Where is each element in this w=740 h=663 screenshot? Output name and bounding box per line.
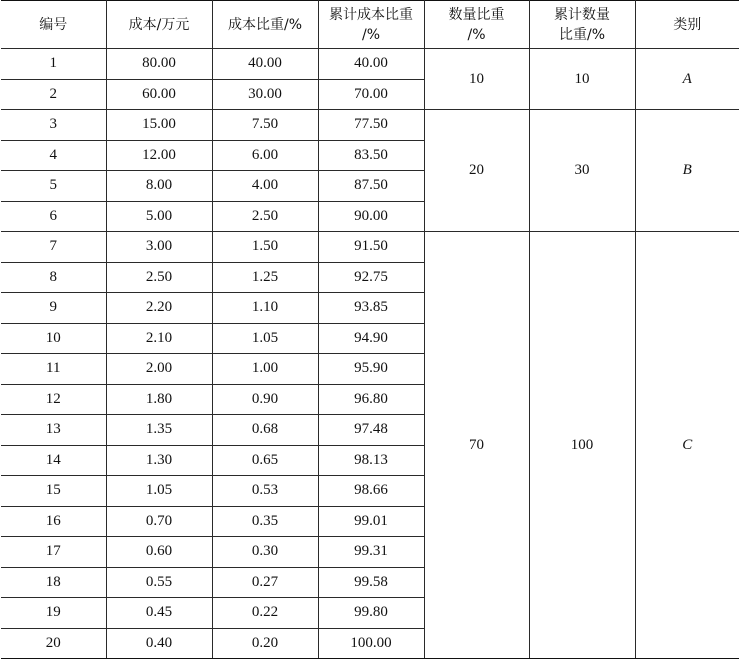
header-qty-pct <box>424 1 529 49</box>
cell-cum-cost-pct: 96.80 <box>318 384 424 415</box>
cell-id: 13 <box>1 415 106 446</box>
group-category: C <box>635 232 739 659</box>
group-qty-pct: 10 <box>424 49 529 110</box>
header-cum-cost-pct-line2: /% <box>361 26 381 43</box>
cell-cost-pct: 1.05 <box>212 323 318 354</box>
group-qty-pct: 70 <box>424 232 529 659</box>
header-row <box>1 1 739 49</box>
header-qty-pct-line2: /% <box>467 26 486 43</box>
cell-cum-cost-pct: 100.00 <box>318 628 424 659</box>
cell-cum-cost-pct: 91.50 <box>318 232 424 263</box>
cell-cost-pct: 0.68 <box>212 415 318 446</box>
cell-cum-cost-pct: 92.75 <box>318 262 424 293</box>
cell-id: 7 <box>1 232 106 263</box>
cell-cost-pct: 0.27 <box>212 567 318 598</box>
cell-cum-cost-pct: 87.50 <box>318 171 424 202</box>
cell-cost: 12.00 <box>106 140 212 171</box>
cell-id: 11 <box>1 354 106 385</box>
cell-id: 1 <box>1 49 106 80</box>
cell-cost: 1.80 <box>106 384 212 415</box>
cell-cost: 80.00 <box>106 49 212 80</box>
cell-cost-pct: 0.65 <box>212 445 318 476</box>
cell-cost: 0.55 <box>106 567 212 598</box>
cell-cost-pct: 1.25 <box>212 262 318 293</box>
header-id: 编号 <box>1 1 106 49</box>
cell-cum-cost-pct: 94.90 <box>318 323 424 354</box>
cell-cost-pct: 7.50 <box>212 110 318 141</box>
cell-cost-pct: 1.00 <box>212 354 318 385</box>
cell-id: 12 <box>1 384 106 415</box>
cell-cost-pct: 40.00 <box>212 49 318 80</box>
cell-id: 15 <box>1 476 106 507</box>
cell-cost: 3.00 <box>106 232 212 263</box>
cell-cost: 8.00 <box>106 171 212 202</box>
cell-cum-cost-pct: 77.50 <box>318 110 424 141</box>
cell-cost-pct: 0.53 <box>212 476 318 507</box>
cell-cost: 0.40 <box>106 628 212 659</box>
cell-cum-cost-pct: 95.90 <box>318 354 424 385</box>
cell-cost-pct: 0.90 <box>212 384 318 415</box>
cell-cost-pct: 0.20 <box>212 628 318 659</box>
group-cum-qty-pct: 100 <box>529 232 635 659</box>
cell-cost: 2.10 <box>106 323 212 354</box>
cell-id: 19 <box>1 598 106 629</box>
cell-id: 14 <box>1 445 106 476</box>
cell-id: 5 <box>1 171 106 202</box>
abc-classification-table <box>1 0 739 659</box>
cell-cum-cost-pct: 40.00 <box>318 49 424 80</box>
cell-cum-cost-pct: 83.50 <box>318 140 424 171</box>
cell-cost: 1.05 <box>106 476 212 507</box>
group-category: B <box>635 110 739 232</box>
cell-cum-cost-pct: 90.00 <box>318 201 424 232</box>
cell-id: 6 <box>1 201 106 232</box>
cell-cum-cost-pct: 98.13 <box>318 445 424 476</box>
cell-cost-pct: 1.50 <box>212 232 318 263</box>
cell-cost: 0.60 <box>106 537 212 568</box>
table-row <box>1 110 739 141</box>
header-qty-pct-line1: 数量比重 <box>448 6 505 23</box>
cell-cost-pct: 0.30 <box>212 537 318 568</box>
cell-cost: 2.20 <box>106 293 212 324</box>
cell-cost: 15.00 <box>106 110 212 141</box>
cell-id: 17 <box>1 537 106 568</box>
cell-id: 10 <box>1 323 106 354</box>
cell-cum-cost-pct: 99.58 <box>318 567 424 598</box>
cell-id: 20 <box>1 628 106 659</box>
cell-id: 8 <box>1 262 106 293</box>
table-row <box>1 232 739 263</box>
header-cum-cost-pct <box>318 1 424 49</box>
cell-cost: 60.00 <box>106 79 212 110</box>
group-qty-pct: 20 <box>424 110 529 232</box>
cell-cost-pct: 1.10 <box>212 293 318 324</box>
header-category: 类别 <box>635 1 739 49</box>
group-cum-qty-pct: 30 <box>529 110 635 232</box>
table-row <box>1 49 739 80</box>
cell-id: 18 <box>1 567 106 598</box>
cell-id: 16 <box>1 506 106 537</box>
header-cum-qty-pct-line1: 累计数量 <box>554 6 610 23</box>
cell-cost: 2.00 <box>106 354 212 385</box>
group-cum-qty-pct: 10 <box>529 49 635 110</box>
cell-cost-pct: 30.00 <box>212 79 318 110</box>
cell-cum-cost-pct: 99.80 <box>318 598 424 629</box>
header-cost: 成本/万元 <box>106 1 212 49</box>
cell-cost-pct: 0.35 <box>212 506 318 537</box>
cell-id: 2 <box>1 79 106 110</box>
cell-cost-pct: 6.00 <box>212 140 318 171</box>
cell-cum-cost-pct: 99.31 <box>318 537 424 568</box>
cell-cost: 5.00 <box>106 201 212 232</box>
cell-cost-pct: 2.50 <box>212 201 318 232</box>
cell-cost-pct: 0.22 <box>212 598 318 629</box>
cell-cum-cost-pct: 99.01 <box>318 506 424 537</box>
cell-cost: 1.30 <box>106 445 212 476</box>
cell-cost: 2.50 <box>106 262 212 293</box>
header-cum-qty-pct <box>529 1 635 49</box>
cell-cost: 0.70 <box>106 506 212 537</box>
cell-id: 4 <box>1 140 106 171</box>
cell-cum-cost-pct: 98.66 <box>318 476 424 507</box>
group-category: A <box>635 49 739 110</box>
cell-cost: 1.35 <box>106 415 212 446</box>
header-cum-cost-pct-line1: 累计成本比重 <box>329 6 413 23</box>
cell-id: 9 <box>1 293 106 324</box>
cell-cum-cost-pct: 97.48 <box>318 415 424 446</box>
cell-id: 3 <box>1 110 106 141</box>
cell-cum-cost-pct: 70.00 <box>318 79 424 110</box>
cell-cum-cost-pct: 93.85 <box>318 293 424 324</box>
cell-cost: 0.45 <box>106 598 212 629</box>
header-cum-qty-pct-line2: 比重/% <box>558 26 606 43</box>
header-cost-pct: 成本比重/% <box>212 1 318 49</box>
cell-cost-pct: 4.00 <box>212 171 318 202</box>
